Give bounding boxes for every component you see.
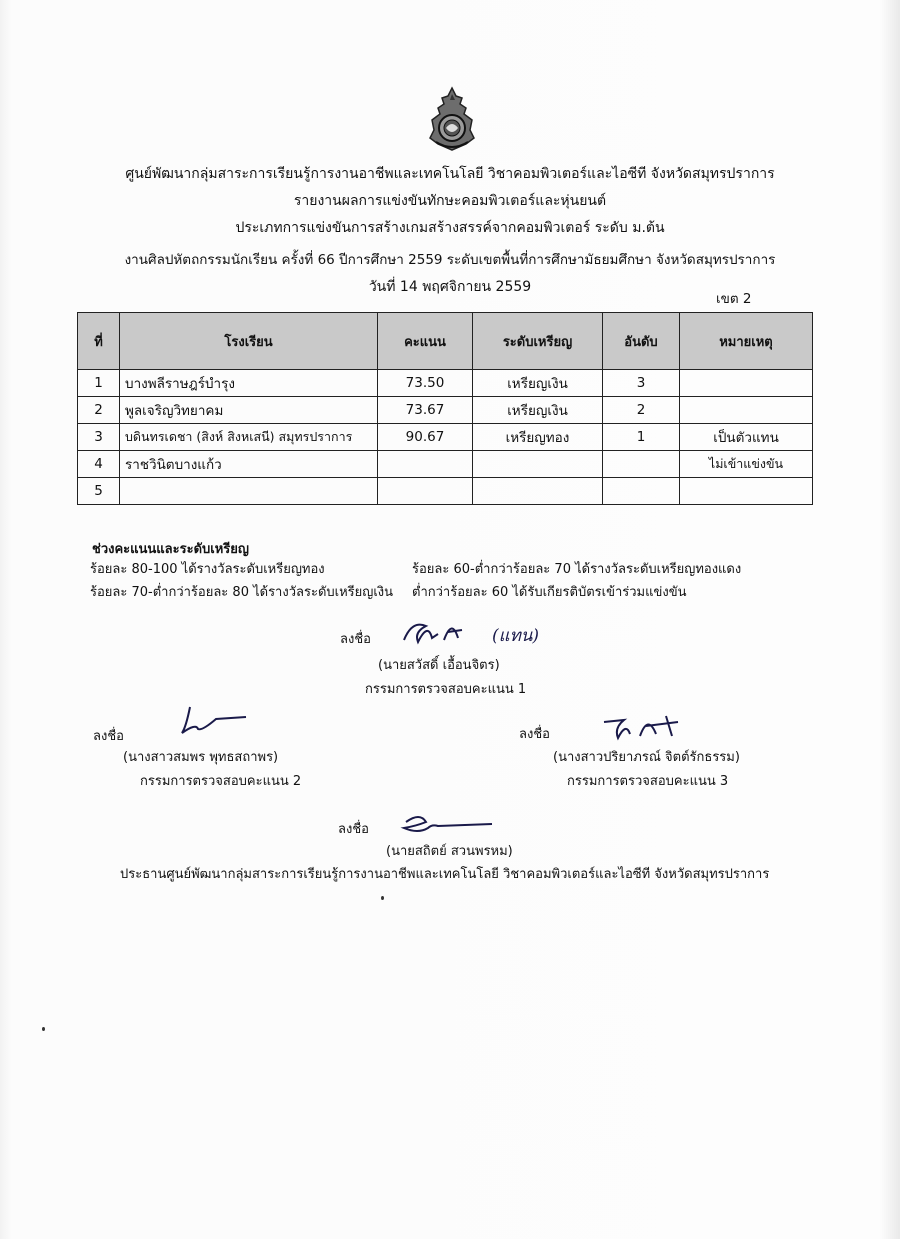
header-note: หมายเหตุ [680, 313, 813, 370]
cell-rank [603, 478, 680, 505]
cell-note [680, 370, 813, 397]
cell-note [680, 397, 813, 424]
cell-no: 1 [78, 370, 120, 397]
table-header-row [78, 313, 813, 370]
cell-school: พูลเจริญวิทยาคม [120, 397, 378, 424]
cell-no: 2 [78, 397, 120, 424]
signature-1-handwritten-note: (แทน) [492, 626, 540, 646]
zone-label: เขต 2 [716, 291, 752, 307]
emblem-logo [428, 86, 476, 152]
header-school: โรงเรียน [120, 313, 378, 370]
signer-3-role: กรรมการตรวจสอบคะแนน 3 [567, 774, 729, 789]
header-rank: อันดับ [603, 313, 680, 370]
cell-no: 3 [78, 424, 120, 451]
header-line-1: ศูนย์พัฒนากลุ่มสาระการเรียนรู้การงานอาชีพและเทคโนโลยี วิชาคอมพิวเตอร์และไอซีที จังหวัดสมุทรปราการ [125, 166, 775, 182]
sign-label-1: ลงชื่อ [340, 632, 371, 647]
scan-speck [381, 896, 384, 900]
header-line-4: งานศิลปหัตถกรรมนักเรียน ครั้งที่ 66 ปีการศึกษา 2559 ระดับเขตพื้นที่การศึกษามัธยมศึกษา จังหวัดสมุทรปราการ [124, 252, 776, 268]
signer-4-role: ประธานศูนย์พัฒนากลุ่มสาระการเรียนรู้การงานอาชีพและเทคโนโลยี วิชาคอมพิวเตอร์และไอซีที จังหวัดสมุทรปราการ [120, 867, 770, 882]
scan-speck [42, 1027, 45, 1031]
cell-school: บดินทรเดชา (สิงห์ สิงหเสนี) สมุทรปราการ [120, 424, 378, 451]
header-line-3: ประเภทการแข่งขันการสร้างเกมสร้างสรรค์จากคอมพิวเตอร์ ระดับ ม.ต้น [235, 220, 665, 236]
header-score: คะแนน [378, 313, 473, 370]
cell-school [120, 478, 378, 505]
header-medal: ระดับเหรียญ [473, 313, 603, 370]
signature-3-scribble [600, 708, 710, 742]
signer-1-name: (นายสวัสดิ์ เอื้อนจิตร) [378, 658, 500, 673]
cell-medal: เหรียญเงิน [473, 397, 603, 424]
table-row [78, 424, 813, 451]
cell-score [378, 451, 473, 478]
cell-rank: 3 [603, 370, 680, 397]
cell-rank: 2 [603, 397, 680, 424]
cell-school: ราชวินิตบางแก้ว [120, 451, 378, 478]
cell-no: 5 [78, 478, 120, 505]
signer-2-name: (นางสาวสมพร พุทธสถาพร) [123, 750, 279, 765]
cell-medal [473, 451, 603, 478]
legend-item-silver: ร้อยละ 70-ต่ำกว่าร้อยละ 80 ได้รางวัลระดับเหรียญเงิน [90, 585, 393, 600]
table-row [78, 370, 813, 397]
cell-score [378, 478, 473, 505]
cell-score: 73.67 [378, 397, 473, 424]
results-table [77, 312, 813, 505]
legend-item-participation: ต่ำกว่าร้อยละ 60 ได้รับเกียรติบัตรเข้าร่วมแข่งขัน [412, 585, 687, 600]
signer-3-name: (นางสาวปริยาภรณ์ จิตต์รักธรรม) [553, 750, 740, 765]
cell-no: 4 [78, 451, 120, 478]
cell-score: 90.67 [378, 424, 473, 451]
cell-note [680, 478, 813, 505]
cell-note: ไม่เข้าแข่งขัน [680, 451, 813, 478]
signer-1-role: กรรมการตรวจสอบคะแนน 1 [365, 682, 527, 697]
cell-medal [473, 478, 603, 505]
signer-4-name: (นายสถิตย์ สวนพรหม) [386, 844, 513, 859]
cell-rank [603, 451, 680, 478]
signature-2-scribble [176, 703, 256, 739]
header-date: วันที่ 14 พฤศจิกายน 2559 [368, 279, 532, 295]
signature-4-scribble [398, 806, 498, 840]
table-row [78, 397, 813, 424]
cell-score: 73.50 [378, 370, 473, 397]
table-row [78, 451, 813, 478]
table-row [78, 478, 813, 505]
cell-medal: เหรียญเงิน [473, 370, 603, 397]
cell-note: เป็นตัวแทน [680, 424, 813, 451]
cell-rank: 1 [603, 424, 680, 451]
cell-school: บางพลีราษฎร์บำรุง [120, 370, 378, 397]
legend-item-gold: ร้อยละ 80-100 ได้รางวัลระดับเหรียญทอง [90, 562, 325, 577]
sign-label-4: ลงชื่อ [338, 822, 369, 837]
signer-2-role: กรรมการตรวจสอบคะแนน 2 [140, 774, 302, 789]
header-no: ที่ [78, 313, 120, 370]
sign-label-2: ลงชื่อ [93, 729, 124, 744]
cell-medal: เหรียญทอง [473, 424, 603, 451]
sign-label-3: ลงชื่อ [519, 727, 550, 742]
legend-title: ช่วงคะแนนและระดับเหรียญ [92, 542, 249, 557]
legend-item-bronze: ร้อยละ 60-ต่ำกว่าร้อยละ 70 ได้รางวัลระดับเหรียญทองแดง [412, 562, 742, 577]
header-line-2: รายงานผลการแข่งขันทักษะคอมพิวเตอร์และหุ่นยนต์ [293, 193, 607, 209]
